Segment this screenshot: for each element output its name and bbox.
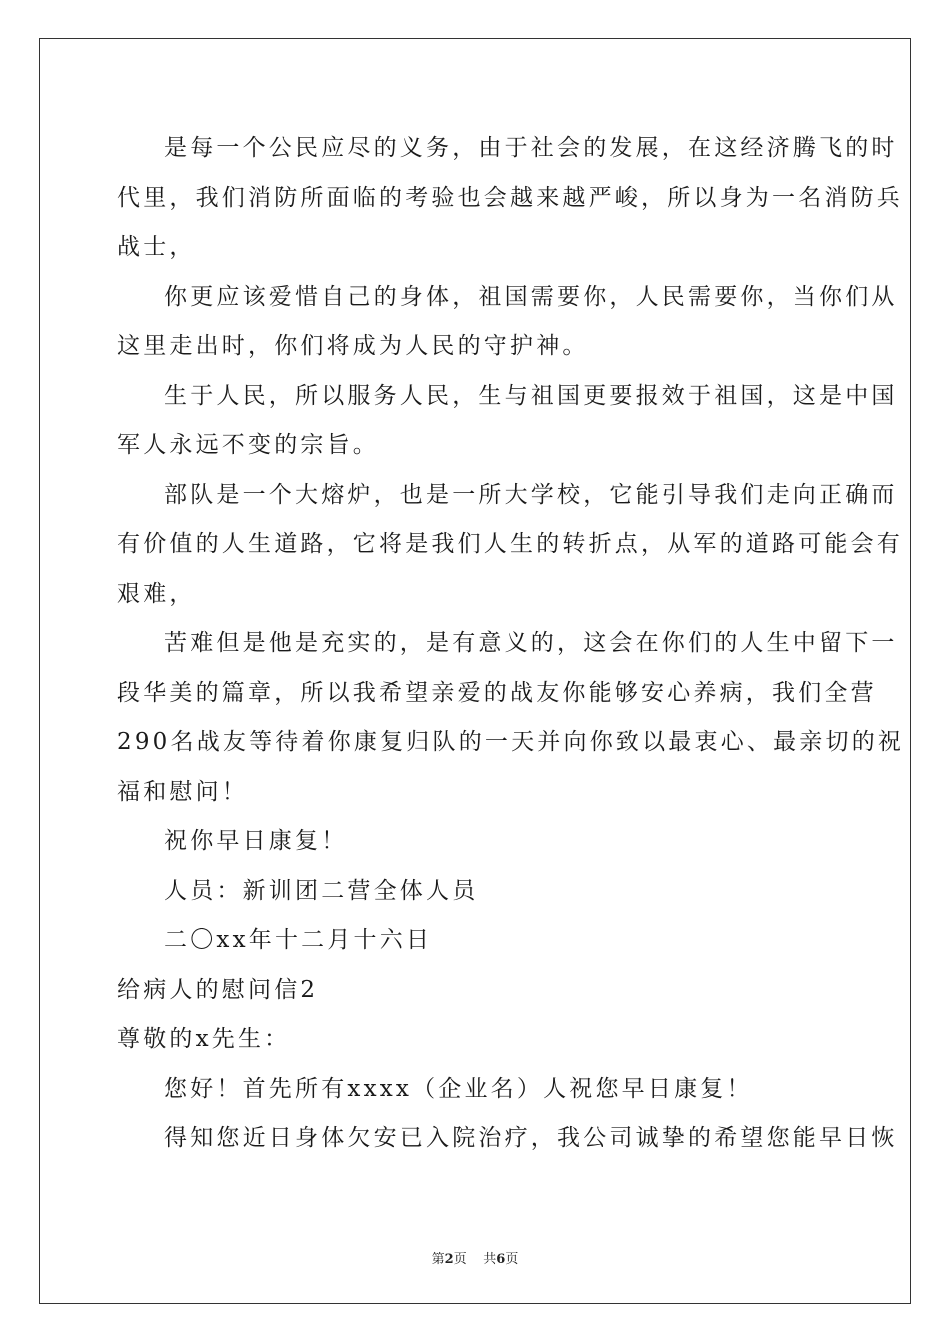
text-line: 得知您近日身体欠安已入院治疗，我公司诚挚的希望您能早日恢 <box>164 1125 898 1151</box>
text-line: 苦难但是他是充实的，是有意义的，这会在你们的人生中留下一 <box>164 630 898 656</box>
document-body <box>117 124 905 1164</box>
total-suffix: 页 <box>505 1252 519 1267</box>
text-line: 是每一个公民应尽的义务，由于社会的发展，在这经济腾飞的时 <box>164 135 898 161</box>
text-line: 生于人民，所以服务人民，生与祖国更要报效于祖国，这是中国 <box>164 382 898 409</box>
text-line: 部队是一个大熔炉，也是一所大学校，它能引导我们走向正确而 <box>164 481 898 508</box>
text-line: 段华美的篇章，所以我希望亲爱的战友你能够安心养病，我们全营 <box>117 679 877 706</box>
text-line: 艰难， <box>117 580 196 607</box>
text-line: 290名战友等待着你康复归队的一天并向你致以最衷心、最亲切的祝 <box>117 729 905 755</box>
text-line: 你更应该爱惜自己的身体，祖国需要你，人民需要你，当你们从 <box>164 283 898 310</box>
section-heading: 给病人的慰问信2 <box>117 976 319 1003</box>
text-line: 战士， <box>117 234 196 260</box>
closing-wish: 祝你早日康复！ <box>164 828 348 854</box>
text-line: 有价值的人生道路，它将是我们人生的转折点，从军的道路可能会有 <box>117 531 903 557</box>
page-suffix: 页 <box>453 1252 467 1267</box>
signature: 人员：新训团二营全体人员 <box>164 877 479 904</box>
text-line: 代里，我们消防所面临的考验也会越来越严峻，所以身为一名消防兵 <box>117 184 903 211</box>
current-page-number: 2 <box>444 1252 454 1267</box>
letter-date: 二〇xx年十二月十六日 <box>164 927 433 953</box>
text-line: 这里走出时，你们将成为人民的守护神。 <box>117 333 589 359</box>
total-prefix: 共 <box>483 1252 497 1267</box>
salutation: 尊敬的x先生： <box>117 1026 291 1052</box>
text-line: 您好！首先所有xxxx（企业名）人祝您早日康复！ <box>164 1075 753 1102</box>
text-line: 军人永远不变的宗旨。 <box>117 432 379 458</box>
total-page-number: 6 <box>496 1252 506 1267</box>
text-line: 福和慰问！ <box>117 778 248 805</box>
page-footer <box>0 1248 950 1267</box>
page-prefix: 第 <box>431 1252 445 1267</box>
